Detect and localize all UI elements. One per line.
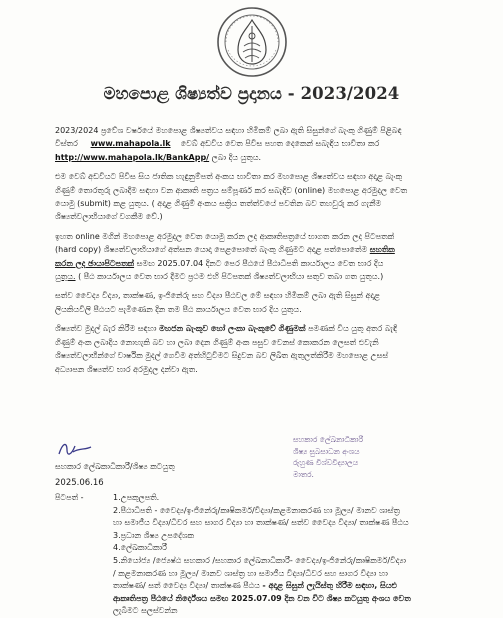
- copy-item: 5.නියෝජ්‍ය /ජ්‍යෙෂ්ඨ සහකාර /සහකාර ලේඛනාධිකාරී- වෛද්‍ය/ඉංජිනේරු/කෘෂිකර්ම/විද්‍යා: [113, 555, 406, 565]
- stamp-line-3: රුහුණ විශ්වවිද්‍යාලය: [293, 458, 359, 467]
- p1-line-2-end: වෙබ් අඩවිය වෙත පිවිස පහත දෙකෙන් සබැඳිය භාවිතා කර: [180, 139, 380, 149]
- p2-line-1: එම වෙබ් අඩවියට පිවිස සිය ජාතික හැඳුනුම්පත් අංකය භාවිතා කර මහපොළ ශිෂ්‍යත්වය සඳහා අදාළ බැංකු: [55, 172, 402, 182]
- handwritten-signature: [55, 438, 95, 460]
- p3-line-4-start: යුතුය.: [55, 272, 76, 282]
- copy-item-emphasis: - අදාළ සිසුන් ලැයිස්තු හිරීම සඳහා, සියළු: [262, 581, 397, 591]
- p5-line-1: [55, 322, 471, 335]
- p2-line-3: යොමු (submit) කළ යුතුය. ( අදාළ ගිණුම් අංකය සක්‍රිය තත්ත්වයේ පවතින බව තහවුරු කර ගැනීම: [55, 199, 382, 209]
- university-seal-icon: [216, 6, 288, 78]
- p5-line-4: අධ්‍යාපන ශිෂ්‍යත්ව භාර අරමුදල දන්වා ඇත.: [55, 364, 198, 374]
- p1-line-2: [55, 137, 471, 150]
- p3-line-4: [55, 270, 471, 283]
- p5-line-3: ශිෂ්‍යත්වලාභීන්ගේ වාර්ෂික මුදල් ගෙවීම අත්හිටුවීමට සිදුවන බව ලිඛිත ඇතුලත්කිරීම මහපොළ උසස්: [55, 351, 389, 361]
- signatory: [55, 438, 215, 498]
- p5-line-1-start: ශිෂ්‍යත්ව මුදල් බැර කිරීම සඳහා: [55, 324, 157, 334]
- stamp-line-4: මාතර.: [293, 469, 314, 479]
- p3-certified-word: සහතික: [369, 245, 395, 255]
- p1-line-3-end: ලබා දිය යුතුය.: [211, 152, 262, 162]
- p5-line-2: ගිණුම් අංක ලබාදිය නොහැකි බව හා ලබා දෙන ගිණුම් අංක පසුව වෙනස් කොකරන ලෙසත් එවැනි: [55, 337, 379, 347]
- paragraph-5: [55, 322, 471, 376]
- bank-app-link[interactable]: http://www.mahapola.lk/BankApp/: [55, 152, 210, 162]
- p5-line-1-end: පමණක් විය යුතු අතර බැඳි: [308, 324, 397, 334]
- copy-item: හා සමාජීය විද්‍යා/ධීවර සහ සාගර විද්‍යා හා තාක්ෂණ/ සත්ව වෛද්‍ය විද්‍යා/ තාක්ෂණ පීඨය: [113, 518, 409, 528]
- p1-line-3: [55, 151, 471, 164]
- copy-item: 1.උපකුලපති.: [113, 493, 160, 502]
- p5-bank-names: මහජන බැංකුව හෝ ලංකා බැංකුවේ ගිණුමක්: [159, 324, 306, 334]
- p1-line-2-start: විස්තර: [55, 139, 78, 149]
- copy-item: 3.ප්‍රධාන ශිෂ්‍ය උපදේශක: [113, 530, 195, 540]
- paragraph-3: [55, 230, 471, 284]
- copy-item: 4.ලේඛකාධිකාරී: [113, 543, 167, 553]
- p2-line-2: ගිණුම් තොරතුරු ලබාදීම සඳහා වන ආකෘති පත්‍රය සම්පූර්ණ කර සබැඳිව (online) මහපොළ අරමුදල වෙත: [55, 185, 408, 195]
- letter-date: 2025.06.16: [55, 478, 104, 488]
- stamp-line-1: සහකාර ලේඛනාධිකාරී: [293, 435, 364, 444]
- p3-line-2-text: (hard copy) ශිෂ්‍යත්වලාභියාගේ අත්සන යොදා පෙළපොතේ බැංකු ගිණුමට අදාළ පත්පොතේම: [55, 245, 368, 255]
- stamp-line-2: ශිෂ්‍ය සුබසාධන අංශය: [293, 446, 360, 456]
- p4-line-2: ලියකියවිලි පීඨයට පැමිණෙන දින තම පීඨ කාර්යාලය වෙත භාර දිය යුතුය.: [55, 304, 302, 314]
- mahapola-website-link[interactable]: www.mahapola.lk: [90, 139, 171, 149]
- p3-certified-copy: කරන ලද ඡායාපිටපතක්: [55, 258, 135, 268]
- signature-block: [55, 435, 475, 498]
- copy-item: ලැබීමට සලස්වන්න: [113, 606, 178, 616]
- paragraph-1: [55, 124, 471, 164]
- p4-line-1: සත්ව වෛද්‍ය විද්‍යා, තාක්ෂණ, ඉංජිනේරු සහ විද්‍යා පීඨවල මේ සඳහා හිමිකම් ලබා ඇති සිසුන් අදාළ: [55, 291, 381, 301]
- copies-label: පිටපත් -: [55, 493, 84, 502]
- document-title: මහපොළ ශිෂ්‍යත්ව ප්‍රදානය - 2023/2024: [103, 84, 400, 103]
- copy-item: 2.පීඨාධිපති - වෛද්‍ය/ඉංජිනේරු/කෘෂිකර්ම/විද්‍යා/කළමනාකරණ හා මූල්‍ය/ මානව ශාස්ත්‍ර: [113, 505, 400, 515]
- p3-line-2: [55, 243, 471, 256]
- p3-line-3: [55, 257, 471, 270]
- paragraph-2: [55, 170, 471, 224]
- signatory-title: සහකාර ලේඛකාධිකාරී/ශිෂ්‍ය කටයුතු: [55, 462, 175, 471]
- p3-line-4-note: ( පීඨ කාර්යාලය වෙත භාර දීමට ප්‍රථම එහි පිටපතක් ශිෂ්‍යත්වලාභියා සතුව තබා ගත යුතුය.): [78, 272, 384, 282]
- p1-line-1: 2023/2024 ප්‍රවේශ වර්ෂයේ මහපොළ ශිෂ්‍යත්වය සඳහා හිමිකම් ලබා ඇති සිසුන්ගේ බැංකු ගිණුම් පිළිබඳ: [55, 126, 402, 135]
- copy-item-text: තාක්ෂණ/ සත් වෛද්‍ය විද්‍යා/ තාක්ෂණ පීඨය: [113, 581, 260, 591]
- paragraph-4: [55, 289, 471, 316]
- p3-line-3-text: සමඟ 2025.07.04 දිනට පෙර පීඨයේ පීඨාධිපති කාර්යාලය වෙත භාර දිය: [136, 258, 384, 268]
- copy-item: / කළමනාකරණ හා මූල්‍ය/ මානව ශාස්ත්‍ර හා සමාජීය විද්‍යා/ධීවර සහ සාගර විද්‍යා හා: [113, 568, 388, 578]
- p2-line-4: ශිෂ්‍යත්වලාභියාගේ වගකීම වේ.): [55, 212, 163, 222]
- copies-list: [113, 492, 485, 618]
- p3-line-1: ඉහත online මගින් මහපොළ අරමුදල වෙත යොමු කරන ලද ආකෘතිපත්‍රයේ භාගත කරන ලද පිටපතක්: [55, 231, 395, 241]
- copy-item: [113, 580, 485, 593]
- letter-body: [55, 124, 471, 382]
- official-stamp: [293, 434, 413, 480]
- copy-item: ආකෘතිපත්‍ර පීඨයේ නිර්දේශය සමඟ 2025.07.09 දින වන විට ශිෂ්‍ය කටයුතු අංශය වෙත: [113, 593, 411, 603]
